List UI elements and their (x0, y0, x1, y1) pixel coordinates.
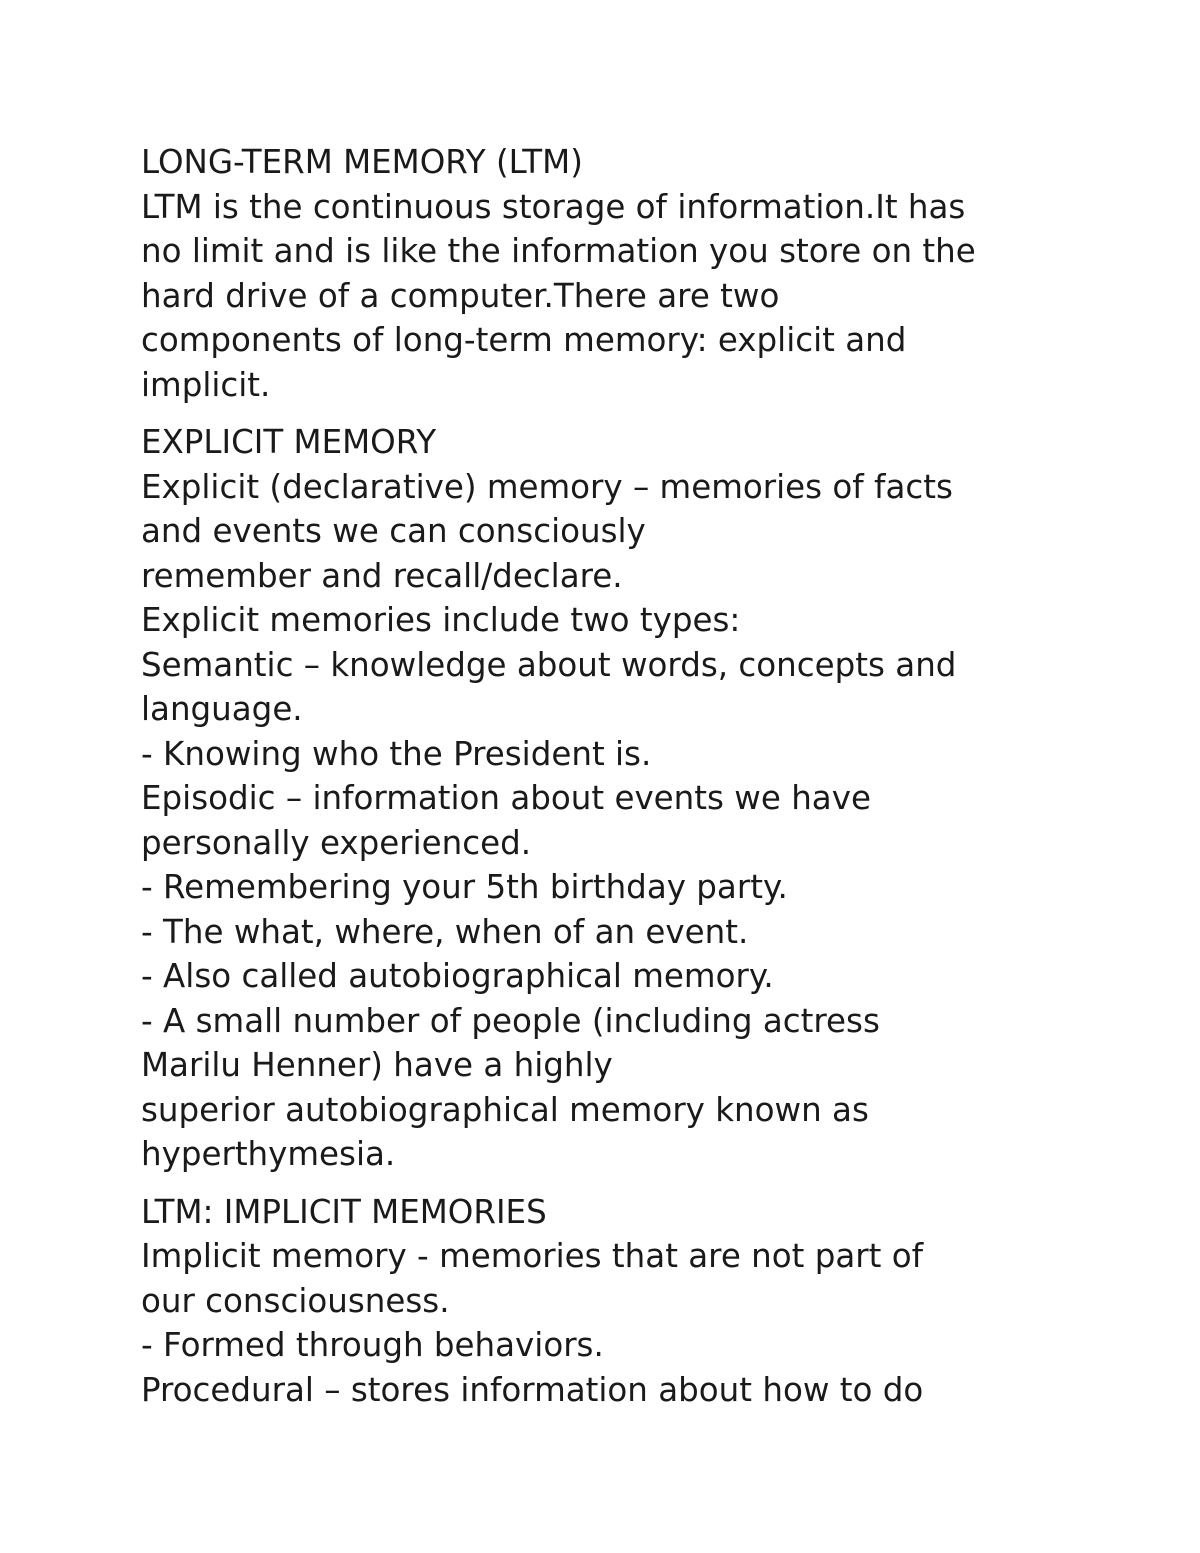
section-heading: LTM: IMPLICIT MEMORIES (141, 1192, 547, 1231)
text-line: our consciousness. (141, 1281, 450, 1320)
text-line: - Formed through behaviors. (141, 1326, 604, 1364)
text-line: Marilu Henner) have a highly (141, 1046, 613, 1084)
section-long-term-memory (141, 140, 1071, 407)
text-line: - Remembering your 5th birthday party. (141, 868, 788, 906)
text-line: Episodic – information about events we have (141, 779, 871, 817)
text-line: components of long-term memory: explicit and (141, 321, 907, 359)
text-line: hard drive of a computer.There are two (141, 276, 780, 315)
text-line: personally experienced. (141, 823, 532, 862)
text-line: Explicit (declarative) memory – memories of facts (141, 467, 953, 506)
section-heading: LONG-TERM MEMORY (LTM) (141, 143, 583, 181)
text-line: - Also called autobiographical memory. (141, 957, 774, 995)
section-explicit-memory (141, 420, 1071, 1177)
text-line: superior autobiographical memory known as (141, 1090, 869, 1129)
text-line: - A small number of people (including actress (141, 1001, 880, 1040)
text-line: LTM is the continuous storage of information.It has (141, 187, 966, 226)
text-line: remember and recall/declare. (141, 556, 623, 595)
text-line: Implicit memory - memories that are not part of (141, 1237, 924, 1275)
text-line: - The what, where, when of an event. (141, 912, 749, 951)
text-line: Semantic – knowledge about words, concepts and (141, 645, 957, 684)
text-line: implicit. (141, 365, 271, 404)
document-body (141, 140, 1071, 1412)
section-heading: EXPLICIT MEMORY (141, 423, 437, 461)
text-line: language. (141, 690, 303, 728)
text-line: and events we can consciously (141, 512, 646, 550)
text-line: - Knowing who the President is. (141, 734, 652, 773)
text-line: Procedural – stores information about how to do (141, 1370, 924, 1409)
text-line: no limit and is like the information you store on the (141, 232, 976, 270)
text-line: Explicit memories include two types: (141, 601, 741, 639)
text-line: hyperthymesia. (141, 1135, 396, 1173)
section-implicit-memories (141, 1190, 1071, 1413)
